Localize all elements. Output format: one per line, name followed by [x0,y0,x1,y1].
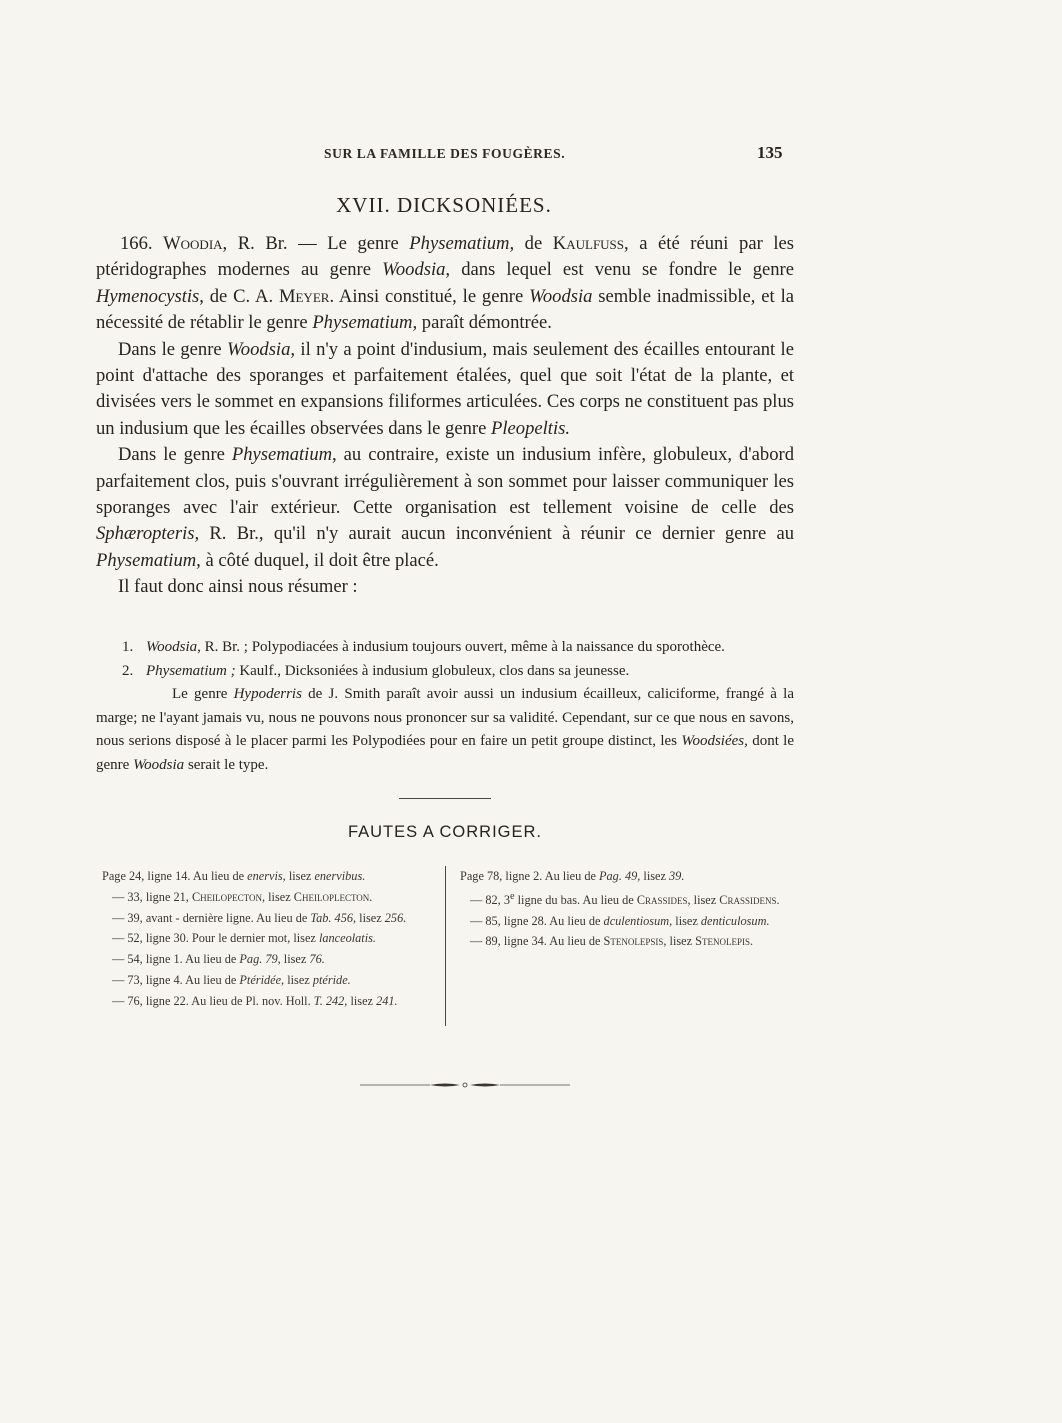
text: , R. Br. — Le genre [222,233,410,254]
text: Stenolepsis [603,934,664,949]
author-name: Kaulfuss [552,233,625,254]
text: Tab. 456 [310,910,354,925]
text: serait le type. [184,756,269,773]
text: — 54, ligne 1. Au lieu de [112,952,240,967]
text: Le genre [172,686,234,702]
superscript: e [509,890,515,902]
text: Kaulf., Dicksoniées à indusium globuleux, clos dans sa jeunesse. [235,662,630,679]
genus-name: Physematium, [312,312,418,334]
errata-entry [102,949,430,970]
genus-name: Woodsia, [382,259,451,281]
text: , de C. A. [199,285,279,307]
text: 256. [384,910,407,925]
text: lisez [672,913,701,928]
column-divider [445,866,446,1026]
text: paraît démontrée. [417,312,552,334]
text: dans lequel est venu se fondre le genre [450,259,794,281]
genus-name: Physematium, [96,549,201,571]
errata-entry [102,866,430,887]
text: Crassides [636,892,688,907]
text: 39. [669,869,685,883]
paragraph-166 [96,231,794,337]
text: , lisez [663,934,696,949]
text: — 82, 3 [470,892,510,907]
text: ptéride. [312,972,351,987]
tail-ornament-graphic [360,1081,570,1089]
text: Pag. 49, [599,869,641,883]
text: R. Br., qu'il n'y aurait aucun inconvénient à réunir ce dernier genre au [199,523,794,545]
text: Crassidens. [719,892,780,907]
genus-name: Pleopeltis. [491,417,571,439]
paragraph-number: 166. [120,233,153,254]
page-number: 135 [757,143,783,162]
errata-title: FAUTES A CORRIGER. [347,823,543,841]
genus-name: Sphæropteris, [96,523,200,545]
errata-entry [102,908,430,929]
text: il n'y a point d'indusium, mais seulement des écailles entourant le point d'attache des sporanges et parfaitement étalées, quel que soit l'état de la plante, et divisées vers le sommet en expansions filiformes articulées. Ces corps ne constituent pas plus un indusium que les écailles observées dans le genre [96,338,794,439]
genus-name: Hypoderris [233,686,302,702]
author-name: Meyer [278,285,330,307]
text: Cheilopecton [191,889,262,904]
text: — 76, ligne 22. Au lieu de Pl. nov. Holl. [112,993,314,1008]
text: semble inadmissible, et la nécessité de rétablir le genre [96,285,794,334]
errata-entry [102,887,430,908]
errata-entry [102,928,430,949]
text: Page 78, ligne 2. Au lieu de [460,869,600,883]
text: au contraire, existe un indusium infère, globuleux, d'abord parfaitement clos, puis s'ouvrant irrégulièrement à son sommet pour laisser communiquer les sporanges avec l'air extérieur. Cette organisation est tellement voisine de celle des [96,444,794,519]
text: — 73, ligne 4. Au lieu de [112,972,240,987]
section-rule [399,798,491,799]
text: Dans le genre [118,444,232,466]
text: Dans le genre [118,338,228,360]
text: T. 242, [313,993,348,1008]
errata-column-left [102,866,430,1012]
running-head: SUR LA FAMILLE DES FOUGÈRES. [324,146,566,161]
text: 241. [376,993,398,1008]
text: , lisez [353,910,385,925]
tail-ornament [360,1076,570,1082]
errata-entry [460,911,792,932]
list-number: 2. [122,662,134,679]
errata-column-right [460,866,792,952]
text: Page 24, ligne 14. Au lieu de [102,869,248,883]
text: enervis, [247,869,286,883]
text: enervibus. [314,869,366,883]
genus-name: Hymenocystis [96,285,200,307]
text: dont le genre [96,733,795,773]
list-number: 1. [122,639,134,655]
text: — 39, avant - dernière ligne. Au lieu de [112,910,311,925]
text: — 52, ligne 30. Pour le dernier mot, lisez [112,931,319,946]
text: , lisez [261,889,294,904]
text: lisez [284,972,313,987]
hypoderris-note [96,683,794,777]
section-title: XVII. DICKSONIÉES. [336,193,552,217]
genus-name: Woodsia [133,756,185,773]
text: Cheiloplecton. [293,889,373,904]
errata-entry [102,970,430,991]
text: lisez [280,952,310,967]
text: Pag. 79, [239,952,281,967]
genus-name: Woodsia, [227,338,296,360]
paragraph-physematium [96,442,794,574]
genus-name: Physematium ; [146,662,236,679]
genus-name: Woodsia [529,285,593,307]
text: , a été réuni par les ptéridographes modernes au genre [96,233,794,281]
text: à côté duquel, il doit être placé. [200,549,439,571]
text: Stenolepis. [695,934,754,949]
errata-entry [102,991,430,1012]
text: — 89, ligne 34. Au lieu de [470,934,604,949]
text: , lisez [687,892,720,907]
text: dculentiosum, [603,913,673,928]
text: ligne du bas. Au lieu de [514,892,637,907]
text: — 85, ligne 28. Au lieu de [470,913,604,928]
text: de J. Smith paraît avoir aussi un indusium écailleux, caliciforme, frangé à la marge; ne l'ayant jamais vu, nous ne pouvons nous prononcer sur sa validité. Cependant, sur ce que nous en savons, nous serions disposé à le placer parmi les Polypodiées pour en faire un petit groupe distinct, les [96,686,794,749]
text: — 33, ligne 21, [112,889,192,904]
genus-name: Physematium, [231,444,337,466]
genus-name: Physematium, [409,233,515,254]
text: R. Br. ; Polypodiacées à indusium toujours ouvert, même à la naissance du sporothèce. [200,639,725,655]
list-item [96,636,794,660]
text: lisez [640,869,670,883]
text: denticulosum. [700,913,770,928]
paragraph-woodsia [96,337,794,443]
text: lisez [347,993,377,1008]
list-item [96,660,794,684]
text: 76. [309,952,325,967]
text: lanceolatis. [318,931,377,946]
text: Ptéridée, [239,972,285,987]
text: . Ainsi constitué, le genre [329,285,530,307]
text: de [514,233,553,254]
errata-entry [460,887,792,911]
group-name: Woodsiées, [681,733,748,749]
text: lisez [285,869,315,883]
errata-entry [460,931,792,952]
main-text [96,231,794,601]
paragraph-summary: Il faut donc ainsi nous résumer : [118,576,358,598]
errata-entry [460,866,792,887]
genus-name: Woodsia, [146,639,201,655]
genus-name: Woodia [163,233,223,254]
summary-list [96,636,794,777]
